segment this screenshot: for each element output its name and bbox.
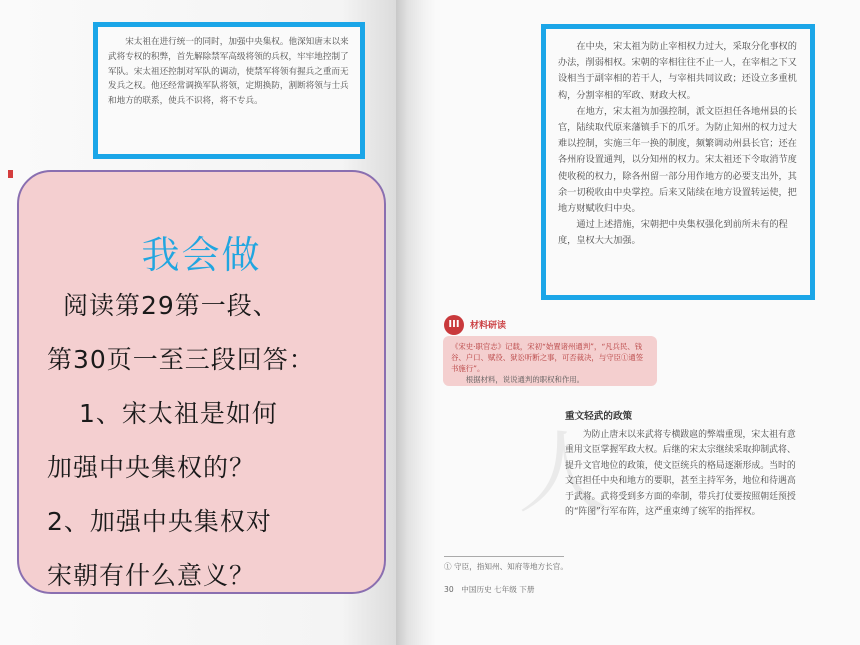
right-paragraph: 在中央，宋太祖为防止宰相权力过大，采取分化事权的办法，削弱相权。宋朝的宰相往往不止一人，在宰相之下又设相当于副宰相的若干人，与宰相共同议政；还设立多重机构，分割宰相的军政、财政大权。	[558, 41, 797, 101]
policy-paragraph: 为防止唐末以来武将专横跋扈的弊端重现，宋太祖有意重用文臣掌握军政大权。后继的宋太宗继续采取抑制武将、提升文官地位的政策，使文臣统兵的格局逐渐形成。当时的文官担任中央和地方的要职，甚至主持军务，地位和待遇高于武将。武将受到多方面的牵制，带兵打仗要按照朝廷预授的“阵图”行军布阵，这严重束缚了统军的指挥权。	[565, 430, 796, 518]
footnote: ① 守臣，指知州、知府等地方长官。	[444, 562, 568, 571]
task-line: 宋朝有什么意义？	[47, 561, 256, 590]
right-paragraph: 通过上述措施，宋朝把中央集权强化到前所未有的程度，皇权大大加强。	[558, 219, 788, 247]
task-line: 2、加强中央集权对	[47, 507, 272, 536]
book-spine	[396, 0, 436, 645]
material-box	[443, 336, 657, 386]
task-line: 1、宋太祖是如何	[79, 399, 278, 428]
material-title: 材料研读	[470, 321, 507, 331]
right-excerpt-box	[541, 24, 815, 300]
task-title: 我会做	[141, 233, 262, 277]
policy-body	[565, 428, 797, 520]
material-question: 根据材料，说说通判的职权和作用。	[465, 375, 585, 384]
right-paragraph: 在地方，宋太祖为加强控制，派文臣担任各地州县的长官，陆续取代原来藩镇手下的爪牙。为防止知州的权力过大难以控制，实施三年一换的制度，频繁调动州县长官；还在各州府设置通判，以分知州的权力。宋太祖还下令取消节度使收税的权力，除各州留一部分用作地方的必要支出外，其余一切税收由中央掌控。后来又陆续在地方设置转运使，把地方财赋收归中央。	[558, 105, 797, 215]
task-line: 第30页一至三段回答：	[47, 345, 315, 374]
material-icon: III	[444, 315, 464, 335]
policy-heading: 重文轻武的政策	[565, 411, 633, 422]
left-excerpt-box	[93, 22, 365, 159]
red-marker	[8, 170, 13, 178]
decorative-watermark: 人	[518, 421, 608, 526]
page-number: 30 中国历史 七年级 下册	[444, 585, 535, 594]
footnote-divider	[444, 556, 564, 557]
left-excerpt-text: 宋太祖在进行统一的同时，加强中央集权。他深知唐末以来武将专权的积弊，首先解除禁军高级将领的兵权，牢牢地控制了军队。宋太祖还控制对军队的调动，使禁军将领有握兵之重而无发兵之权。他还经常调换军队将领，定期换防，割断将领与士兵和地方的联系，使兵不识将，将不专兵。	[108, 37, 349, 107]
material-quote: 《宋史·职官志》记载，宋初“始置诸州通判”，“凡兵民、钱谷、户口、赋役、狱讼听断之事，可否裁决，与守臣①通签书施行”。	[451, 342, 644, 373]
task-line: 阅读第29第一段、	[63, 291, 279, 320]
task-line: 加强中央集权的？	[47, 453, 256, 482]
task-card	[17, 170, 386, 594]
